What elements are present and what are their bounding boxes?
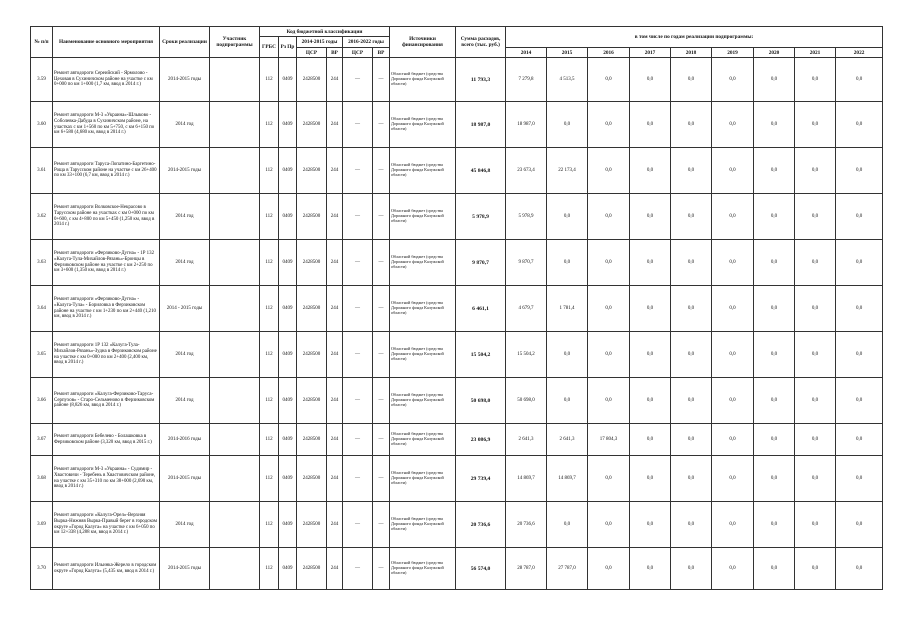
header-rzpr: Рз Пр bbox=[279, 37, 297, 58]
row-year-2018: 0,0 bbox=[671, 502, 712, 548]
row-year-2021: 0,0 bbox=[795, 378, 836, 424]
row-term: 2014 год bbox=[160, 502, 210, 548]
header-year-2017: 2017 bbox=[630, 48, 671, 58]
header-kbk: Код бюджетной классификации bbox=[260, 27, 390, 37]
row-year-2014: 23 673,4 bbox=[506, 148, 547, 194]
row-participant bbox=[210, 332, 260, 378]
row-financing-source: Областной бюджет (средства Дорожного фонда Калужской области) bbox=[390, 424, 456, 456]
row-rzpr: 0409 bbox=[279, 102, 297, 148]
row-csr: 2428500 bbox=[297, 548, 327, 590]
header-vr: ВР bbox=[327, 48, 343, 58]
row-csr-2016: — bbox=[343, 194, 373, 240]
row-year-2019: 0,0 bbox=[712, 58, 754, 102]
row-term: 2014-2015 годы bbox=[160, 548, 210, 590]
row-vr-2016: — bbox=[373, 102, 390, 148]
header-num: № п/п bbox=[31, 27, 53, 58]
row-vr-2016: — bbox=[373, 502, 390, 548]
row-csr-2016: — bbox=[343, 502, 373, 548]
row-year-2014: 14 869,7 bbox=[506, 456, 547, 502]
row-rzpr: 0409 bbox=[279, 548, 297, 590]
row-participant bbox=[210, 424, 260, 456]
row-year-2019: 0,0 bbox=[712, 378, 754, 424]
row-financing-source: Областной бюджет (средства Дорожного фонда Калужской области) bbox=[390, 286, 456, 332]
row-grbs: 112 bbox=[260, 424, 279, 456]
row-year-2021: 0,0 bbox=[795, 424, 836, 456]
row-rzpr: 0409 bbox=[279, 332, 297, 378]
subprogram-expenses-table bbox=[30, 26, 883, 590]
row-number: 3.59 bbox=[31, 58, 53, 102]
row-csr: 2428500 bbox=[297, 378, 327, 424]
row-year-2014: 2 641,3 bbox=[506, 424, 547, 456]
row-vr: 244 bbox=[327, 378, 343, 424]
row-number: 3.62 bbox=[31, 194, 53, 240]
row-vr-2016: — bbox=[373, 332, 390, 378]
row-csr-2016: — bbox=[343, 58, 373, 102]
row-year-2017: 0,0 bbox=[630, 502, 671, 548]
row-participant bbox=[210, 286, 260, 332]
row-number: 3.61 bbox=[31, 148, 53, 194]
row-year-2018: 0,0 bbox=[671, 148, 712, 194]
row-vr: 244 bbox=[327, 148, 343, 194]
header-year-2020: 2020 bbox=[754, 48, 795, 58]
row-vr: 244 bbox=[327, 502, 343, 548]
row-year-2015: 2 641,3 bbox=[547, 424, 588, 456]
row-participant bbox=[210, 548, 260, 590]
row-year-2016: 17 804,3 bbox=[588, 424, 630, 456]
row-measure-name: Ремонт автодороги Волковское-Некрасово в Тарусском районе на участках с км 0+000 по км 0+600, с км 4+800 по км 5+450 (1,250 км, ввод в 2014 г.) bbox=[53, 194, 160, 240]
row-year-2017: 0,0 bbox=[630, 102, 671, 148]
row-year-2021: 0,0 bbox=[795, 456, 836, 502]
row-vr-2016: — bbox=[373, 456, 390, 502]
row-financing-source: Областной бюджет (средства Дорожного фонда Калужской области) bbox=[390, 148, 456, 194]
row-rzpr: 0409 bbox=[279, 286, 297, 332]
header-sources: Источники финансирования bbox=[390, 27, 456, 58]
row-total: 50 698,0 bbox=[456, 378, 506, 424]
table-row bbox=[31, 286, 883, 332]
row-year-2015: 14 869,7 bbox=[547, 456, 588, 502]
row-measure-name: Ремонт автодороги Таруса-Лопатино-Баргетино-Роща в Тарусском районе на участке с км 26+400 по км 33+100 (6,7 км, ввод в 2014 г.) bbox=[53, 148, 160, 194]
row-year-2021: 0,0 bbox=[795, 194, 836, 240]
row-measure-name: Ремонт автодороги М-3 «Украина»-Шлыково - Соболевка-Дабуда в Сухиничском районе, на участках с км 1+560 по км 5+750, с км 6+150 по км 6+580 (4,680 км, ввод в 2014 г.) bbox=[53, 102, 160, 148]
row-year-2021: 0,0 bbox=[795, 548, 836, 590]
row-measure-name: Ремонт автодороги М-3 «Украина» - Судимир - Хвастовичи - Теребень в Хвастовичском районе, на участке с км 35+310 по км 38+000 (2,690 км, ввод в 2014 г.) bbox=[53, 456, 160, 502]
header-grbs: ГРБС bbox=[260, 37, 279, 58]
row-number: 3.69 bbox=[31, 502, 53, 548]
row-term: 2014 год bbox=[160, 194, 210, 240]
header-by-years: в том числе по годам реализации подпрограммы: bbox=[506, 27, 883, 48]
row-year-2021: 0,0 bbox=[795, 240, 836, 286]
row-csr-2016: — bbox=[343, 102, 373, 148]
row-year-2016: 0,0 bbox=[588, 332, 630, 378]
row-financing-source: Областной бюджет (средства Дорожного фонда Калужской области) bbox=[390, 456, 456, 502]
header-participant: Участник подпрограммы bbox=[210, 27, 260, 58]
row-csr: 2428500 bbox=[297, 240, 327, 286]
row-vr-2016: — bbox=[373, 286, 390, 332]
row-grbs: 112 bbox=[260, 502, 279, 548]
row-participant bbox=[210, 194, 260, 240]
row-year-2021: 0,0 bbox=[795, 502, 836, 548]
header-2014-2015: 2014-2015 годы bbox=[297, 37, 343, 48]
row-year-2015: 4 513,5 bbox=[547, 58, 588, 102]
row-year-2019: 0,0 bbox=[712, 502, 754, 548]
row-vr: 244 bbox=[327, 548, 343, 590]
row-year-2018: 0,0 bbox=[671, 58, 712, 102]
row-year-2022: 0,0 bbox=[836, 456, 883, 502]
row-term: 2014 год bbox=[160, 378, 210, 424]
row-year-2016: 0,0 bbox=[588, 194, 630, 240]
table-row bbox=[31, 456, 883, 502]
row-csr: 2428500 bbox=[297, 102, 327, 148]
row-measure-name: Ремонт автодороги «Калуга-Орел»-Верхняя Вырка-Нижняя Вырка-Правый берег в городском округе «Город Калуга» на участке с км 6+050 по км 12+338 (4,288 км, ввод в 2014 г.) bbox=[53, 502, 160, 548]
row-total: 56 574,0 bbox=[456, 548, 506, 590]
row-year-2016: 0,0 bbox=[588, 456, 630, 502]
row-financing-source: Областной бюджет (средства Дорожного фонда Калужской области) bbox=[390, 378, 456, 424]
row-year-2015: 22 173,4 bbox=[547, 148, 588, 194]
row-financing-source: Областной бюджет (средства Дорожного фонда Калужской области) bbox=[390, 548, 456, 590]
row-grbs: 112 bbox=[260, 456, 279, 502]
row-participant bbox=[210, 456, 260, 502]
row-number: 3.64 bbox=[31, 286, 53, 332]
row-vr: 244 bbox=[327, 240, 343, 286]
table-row bbox=[31, 378, 883, 424]
row-total: 5 978,9 bbox=[456, 194, 506, 240]
row-number: 3.70 bbox=[31, 548, 53, 590]
row-vr: 244 bbox=[327, 332, 343, 378]
row-financing-source: Областной бюджет (средства Дорожного фонда Калужской области) bbox=[390, 332, 456, 378]
header-vr-2: ВР bbox=[373, 48, 390, 58]
row-year-2020: 0,0 bbox=[754, 332, 795, 378]
row-participant bbox=[210, 502, 260, 548]
row-year-2020: 0,0 bbox=[754, 240, 795, 286]
row-year-2014: 28 787,0 bbox=[506, 548, 547, 590]
row-year-2019: 0,0 bbox=[712, 102, 754, 148]
row-total: 45 846,8 bbox=[456, 148, 506, 194]
row-grbs: 112 bbox=[260, 286, 279, 332]
row-number: 3.65 bbox=[31, 332, 53, 378]
row-year-2015: 0,0 bbox=[547, 332, 588, 378]
row-measure-name: Ремонт автодороги Ильинка-Жерело в городском округе «Город Калуга» (5,435 км, ввод в 2014 г.) bbox=[53, 548, 160, 590]
row-year-2020: 0,0 bbox=[754, 424, 795, 456]
row-csr: 2428500 bbox=[297, 58, 327, 102]
row-csr-2016: — bbox=[343, 548, 373, 590]
row-rzpr: 0409 bbox=[279, 502, 297, 548]
row-year-2020: 0,0 bbox=[754, 502, 795, 548]
row-total: 29 739,4 bbox=[456, 456, 506, 502]
row-vr-2016: — bbox=[373, 378, 390, 424]
row-measure-name: Ремонт автодороги 1Р 132 «Калуга-Тула-Михайлов-Рязань»-Зудна в Ферзиковском районе на участке с км 0+000 по км 2+400 (2,400 км, ввод в 2014 г.) bbox=[53, 332, 160, 378]
row-year-2021: 0,0 bbox=[795, 148, 836, 194]
row-year-2020: 0,0 bbox=[754, 286, 795, 332]
row-year-2022: 0,0 bbox=[836, 548, 883, 590]
row-total: 6 461,1 bbox=[456, 286, 506, 332]
row-year-2014: 5 978,9 bbox=[506, 194, 547, 240]
row-total: 11 793,3 bbox=[456, 58, 506, 102]
row-vr-2016: — bbox=[373, 424, 390, 456]
row-vr: 244 bbox=[327, 194, 343, 240]
row-financing-source: Областной бюджет (средства Дорожного фонда Калужской области) bbox=[390, 502, 456, 548]
row-year-2017: 0,0 bbox=[630, 456, 671, 502]
row-grbs: 112 bbox=[260, 332, 279, 378]
row-csr: 2428500 bbox=[297, 332, 327, 378]
row-financing-source: Областной бюджет (средства Дорожного фонда Калужской области) bbox=[390, 102, 456, 148]
row-csr-2016: — bbox=[343, 148, 373, 194]
row-participant bbox=[210, 240, 260, 286]
row-year-2020: 0,0 bbox=[754, 148, 795, 194]
row-total: 9 870,7 bbox=[456, 240, 506, 286]
row-year-2016: 0,0 bbox=[588, 378, 630, 424]
row-vr: 244 bbox=[327, 456, 343, 502]
row-year-2018: 0,0 bbox=[671, 456, 712, 502]
row-year-2020: 0,0 bbox=[754, 456, 795, 502]
row-rzpr: 0409 bbox=[279, 240, 297, 286]
row-year-2022: 0,0 bbox=[836, 502, 883, 548]
row-year-2020: 0,0 bbox=[754, 378, 795, 424]
table-body bbox=[31, 58, 883, 590]
row-year-2018: 0,0 bbox=[671, 286, 712, 332]
row-grbs: 112 bbox=[260, 102, 279, 148]
row-year-2021: 0,0 bbox=[795, 102, 836, 148]
row-vr-2016: — bbox=[373, 58, 390, 102]
row-vr: 244 bbox=[327, 58, 343, 102]
row-participant bbox=[210, 378, 260, 424]
row-total: 20 736,6 bbox=[456, 502, 506, 548]
row-year-2017: 0,0 bbox=[630, 332, 671, 378]
table-row bbox=[31, 548, 883, 590]
header-term: Сроки реализации bbox=[160, 27, 210, 58]
row-year-2014: 18 987,0 bbox=[506, 102, 547, 148]
row-term: 2014 - 2015 годы bbox=[160, 286, 210, 332]
row-year-2022: 0,0 bbox=[836, 148, 883, 194]
row-grbs: 112 bbox=[260, 548, 279, 590]
row-year-2015: 27 787,0 bbox=[547, 548, 588, 590]
row-year-2017: 0,0 bbox=[630, 58, 671, 102]
row-year-2016: 0,0 bbox=[588, 286, 630, 332]
row-year-2018: 0,0 bbox=[671, 332, 712, 378]
row-year-2018: 0,0 bbox=[671, 548, 712, 590]
row-year-2021: 0,0 bbox=[795, 58, 836, 102]
row-year-2015: 0,0 bbox=[547, 378, 588, 424]
row-year-2020: 0,0 bbox=[754, 194, 795, 240]
table-row bbox=[31, 194, 883, 240]
table-row bbox=[31, 102, 883, 148]
row-total: 18 987,0 bbox=[456, 102, 506, 148]
row-year-2014: 9 870,7 bbox=[506, 240, 547, 286]
header-year-2016: 2016 bbox=[588, 48, 630, 58]
row-term: 2014-2015 годы bbox=[160, 148, 210, 194]
row-number: 3.67 bbox=[31, 424, 53, 456]
row-financing-source: Областной бюджет (средства Дорожного фонда Калужской области) bbox=[390, 194, 456, 240]
row-total: 15 504,2 bbox=[456, 332, 506, 378]
row-csr-2016: — bbox=[343, 424, 373, 456]
row-measure-name: Ремонт автодороги «Калуга-Ферзиково-Таруса-Серпухов» - Старо-Сельменово в Ферзиковском районе (8,826 км, ввод в 2014 г.) bbox=[53, 378, 160, 424]
row-year-2021: 0,0 bbox=[795, 332, 836, 378]
header-2016-2022: 2016-2022 годы bbox=[343, 37, 390, 48]
row-term: 2014-2016 годы bbox=[160, 424, 210, 456]
header-year-2021: 2021 bbox=[795, 48, 836, 58]
row-year-2014: 20 736,6 bbox=[506, 502, 547, 548]
row-grbs: 112 bbox=[260, 148, 279, 194]
row-rzpr: 0409 bbox=[279, 424, 297, 456]
row-year-2017: 0,0 bbox=[630, 548, 671, 590]
row-year-2016: 0,0 bbox=[588, 148, 630, 194]
row-grbs: 112 bbox=[260, 378, 279, 424]
row-total: 23 086,9 bbox=[456, 424, 506, 456]
header-csr-2: ЦСР bbox=[343, 48, 373, 58]
row-year-2016: 0,0 bbox=[588, 102, 630, 148]
row-year-2015: 1 781,4 bbox=[547, 286, 588, 332]
row-csr-2016: — bbox=[343, 456, 373, 502]
row-term: 2014-2015 годы bbox=[160, 58, 210, 102]
header-year-2015: 2015 bbox=[547, 48, 588, 58]
row-participant bbox=[210, 102, 260, 148]
row-year-2019: 0,0 bbox=[712, 194, 754, 240]
row-year-2022: 0,0 bbox=[836, 58, 883, 102]
row-measure-name: Ремонт автодороги Сереийский - Ярмолово - Цеховая в Сухиничском районе на участке с км 0+000 по км 1+000 (1,7 км, ввод в 2014 г.) bbox=[53, 58, 160, 102]
row-number: 3.60 bbox=[31, 102, 53, 148]
row-year-2022: 0,0 bbox=[836, 332, 883, 378]
row-year-2017: 0,0 bbox=[630, 240, 671, 286]
row-year-2014: 15 504,2 bbox=[506, 332, 547, 378]
row-year-2014: 50 698,0 bbox=[506, 378, 547, 424]
header-name: Наименование основного мероприятия bbox=[53, 27, 160, 58]
row-year-2016: 0,0 bbox=[588, 548, 630, 590]
row-csr: 2428500 bbox=[297, 286, 327, 332]
row-year-2017: 0,0 bbox=[630, 424, 671, 456]
row-year-2016: 0,0 bbox=[588, 502, 630, 548]
header-year-2014: 2014 bbox=[506, 48, 547, 58]
row-year-2022: 0,0 bbox=[836, 240, 883, 286]
table-row bbox=[31, 58, 883, 102]
row-year-2022: 0,0 bbox=[836, 194, 883, 240]
row-vr-2016: — bbox=[373, 240, 390, 286]
row-csr: 2428500 bbox=[297, 456, 327, 502]
row-vr-2016: — bbox=[373, 548, 390, 590]
row-year-2016: 0,0 bbox=[588, 240, 630, 286]
row-rzpr: 0409 bbox=[279, 148, 297, 194]
row-csr: 2428500 bbox=[297, 194, 327, 240]
row-year-2021: 0,0 bbox=[795, 286, 836, 332]
row-year-2018: 0,0 bbox=[671, 424, 712, 456]
row-year-2014: 4 679,7 bbox=[506, 286, 547, 332]
row-year-2015: 0,0 bbox=[547, 240, 588, 286]
row-number: 3.63 bbox=[31, 240, 53, 286]
row-vr-2016: — bbox=[373, 148, 390, 194]
row-year-2022: 0,0 bbox=[836, 424, 883, 456]
row-vr: 244 bbox=[327, 102, 343, 148]
row-measure-name: Ремонт автодороги «Ферзиково-Дугна» - 1Р 132 «Калуга-Тула-Михайлов-Рязань»-Бронцы в Ферзиковском районе на участке с км 2+250 по км 3+600 (1,350 км, ввод в 2014 г.) bbox=[53, 240, 160, 286]
row-year-2018: 0,0 bbox=[671, 240, 712, 286]
row-year-2019: 0,0 bbox=[712, 148, 754, 194]
row-year-2015: 0,0 bbox=[547, 102, 588, 148]
table-row bbox=[31, 332, 883, 378]
row-grbs: 112 bbox=[260, 194, 279, 240]
row-year-2022: 0,0 bbox=[836, 286, 883, 332]
header-year-2019: 2019 bbox=[712, 48, 754, 58]
row-year-2019: 0,0 bbox=[712, 456, 754, 502]
row-grbs: 112 bbox=[260, 58, 279, 102]
row-vr: 244 bbox=[327, 424, 343, 456]
row-year-2017: 0,0 bbox=[630, 148, 671, 194]
row-measure-name: Ремонт автодороги Бебелево - Болашковка в Ферзиковском районе (3,320 км, ввод в 2015 г.) bbox=[53, 424, 160, 456]
table-row bbox=[31, 424, 883, 456]
budget-table-document bbox=[30, 26, 882, 590]
row-number: 3.66 bbox=[31, 378, 53, 424]
row-year-2015: 0,0 bbox=[547, 194, 588, 240]
row-financing-source: Областной бюджет (средства Дорожного фонда Калужской области) bbox=[390, 240, 456, 286]
row-year-2017: 0,0 bbox=[630, 378, 671, 424]
row-year-2022: 0,0 bbox=[836, 102, 883, 148]
row-vr: 244 bbox=[327, 286, 343, 332]
row-year-2020: 0,0 bbox=[754, 548, 795, 590]
row-financing-source: Областной бюджет (средства Дорожного фонда Калужской области) bbox=[390, 58, 456, 102]
row-year-2022: 0,0 bbox=[836, 378, 883, 424]
row-rzpr: 0409 bbox=[279, 456, 297, 502]
row-rzpr: 0409 bbox=[279, 58, 297, 102]
header-year-2018: 2018 bbox=[671, 48, 712, 58]
row-csr-2016: — bbox=[343, 240, 373, 286]
row-csr: 2428500 bbox=[297, 424, 327, 456]
row-year-2020: 0,0 bbox=[754, 58, 795, 102]
row-year-2019: 0,0 bbox=[712, 548, 754, 590]
row-year-2019: 0,0 bbox=[712, 286, 754, 332]
row-year-2019: 0,0 bbox=[712, 240, 754, 286]
row-number: 3.68 bbox=[31, 456, 53, 502]
row-year-2019: 0,0 bbox=[712, 424, 754, 456]
row-term: 2014 год bbox=[160, 102, 210, 148]
row-grbs: 112 bbox=[260, 240, 279, 286]
row-year-2018: 0,0 bbox=[671, 378, 712, 424]
header-sum: Сумма расходов, всего (тыс. руб.) bbox=[456, 27, 506, 58]
row-participant bbox=[210, 148, 260, 194]
row-participant bbox=[210, 58, 260, 102]
row-rzpr: 0409 bbox=[279, 378, 297, 424]
table-row bbox=[31, 240, 883, 286]
row-year-2016: 0,0 bbox=[588, 58, 630, 102]
row-csr-2016: — bbox=[343, 286, 373, 332]
table-row bbox=[31, 502, 883, 548]
row-term: 2014 год bbox=[160, 332, 210, 378]
row-year-2020: 0,0 bbox=[754, 102, 795, 148]
row-year-2018: 0,0 bbox=[671, 102, 712, 148]
row-year-2019: 0,0 bbox=[712, 332, 754, 378]
row-measure-name: Ремонт автодороги «Ферзиково-Дугна» - «Калуга-Тула» - Бориловка в Ферзиковском районе на участке с км 1+230 по км 2+440 (1,210 км, ввод в 2014 г.) bbox=[53, 286, 160, 332]
row-csr: 2428500 bbox=[297, 148, 327, 194]
row-year-2017: 0,0 bbox=[630, 194, 671, 240]
row-year-2017: 0,0 bbox=[630, 286, 671, 332]
header-year-2022: 2022 bbox=[836, 48, 883, 58]
row-year-2018: 0,0 bbox=[671, 194, 712, 240]
row-year-2014: 7 279,8 bbox=[506, 58, 547, 102]
row-vr-2016: — bbox=[373, 194, 390, 240]
header-csr: ЦСР bbox=[297, 48, 327, 58]
row-csr-2016: — bbox=[343, 378, 373, 424]
row-term: 2014-2015 годы bbox=[160, 456, 210, 502]
row-csr-2016: — bbox=[343, 332, 373, 378]
table-row bbox=[31, 148, 883, 194]
row-term: 2014 год bbox=[160, 240, 210, 286]
row-rzpr: 0409 bbox=[279, 194, 297, 240]
row-csr: 2428500 bbox=[297, 502, 327, 548]
row-year-2015: 0,0 bbox=[547, 502, 588, 548]
